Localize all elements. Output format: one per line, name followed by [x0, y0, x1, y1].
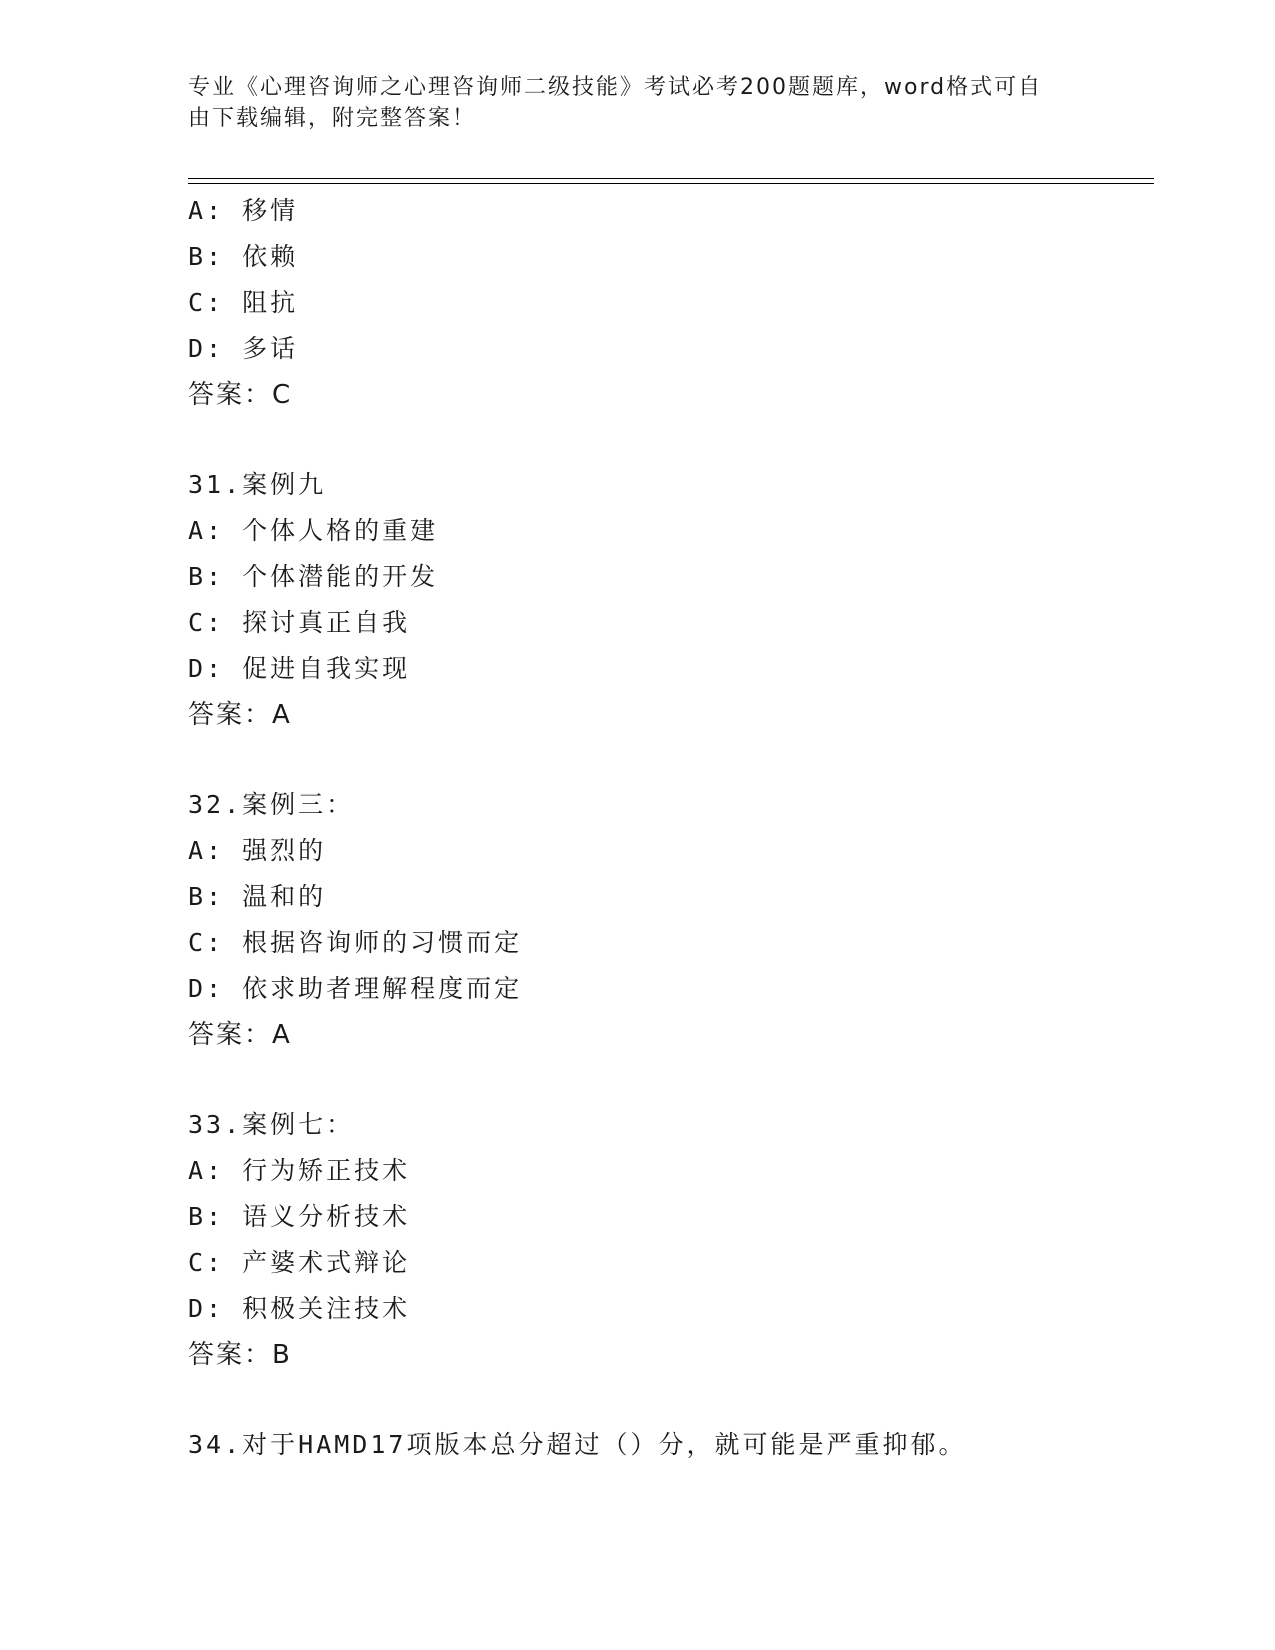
question-32 [188, 782, 1148, 1058]
question-30 [188, 188, 1148, 418]
answer: 答案：C [188, 380, 293, 410]
question-34 [188, 1422, 1148, 1468]
spacer [188, 1378, 1148, 1422]
document-header [188, 72, 1088, 134]
spacer [188, 738, 1148, 782]
option-d: D: 依求助者理解程度而定 [188, 974, 523, 1003]
option-b: B: 温和的 [188, 882, 327, 911]
question-title: 34.对于HAMD17项版本总分超过（）分，就可能是严重抑郁。 [188, 1430, 967, 1459]
question-title: 33.案例七： [188, 1110, 355, 1139]
option-c: C: 阻抗 [188, 288, 299, 317]
option-b: B: 语义分析技术 [188, 1202, 411, 1231]
option-c: C: 产婆术式辩论 [188, 1248, 411, 1277]
option-a: A: 行为矫正技术 [188, 1156, 411, 1185]
answer: 答案：A [188, 700, 292, 730]
header-line-1: 专业《心理咨询师之心理咨询师二级技能》考试必考200题题库，word格式可自 [188, 75, 1043, 100]
option-a: A: 个体人格的重建 [188, 516, 439, 545]
header-divider-bottom [188, 183, 1154, 184]
question-33 [188, 1102, 1148, 1378]
spacer [188, 418, 1148, 462]
option-c: C: 根据咨询师的习惯而定 [188, 928, 523, 957]
question-title: 32.案例三： [188, 790, 355, 819]
option-d: D: 促进自我实现 [188, 654, 411, 683]
answer: 答案：A [188, 1020, 292, 1050]
header-divider-top [188, 178, 1154, 179]
header-line-2: 由下载编辑，附完整答案！ [188, 106, 477, 131]
question-list [188, 188, 1148, 1468]
answer: 答案：B [188, 1340, 292, 1370]
question-31 [188, 462, 1148, 738]
option-a: A: 强烈的 [188, 836, 327, 865]
option-d: D: 多话 [188, 334, 299, 363]
option-d: D: 积极关注技术 [188, 1294, 411, 1323]
option-b: B: 个体潜能的开发 [188, 562, 439, 591]
option-b: B: 依赖 [188, 242, 299, 271]
option-a: A: 移情 [188, 196, 299, 225]
spacer [188, 1058, 1148, 1102]
question-title: 31.案例九 [188, 470, 327, 499]
option-c: C: 探讨真正自我 [188, 608, 411, 637]
